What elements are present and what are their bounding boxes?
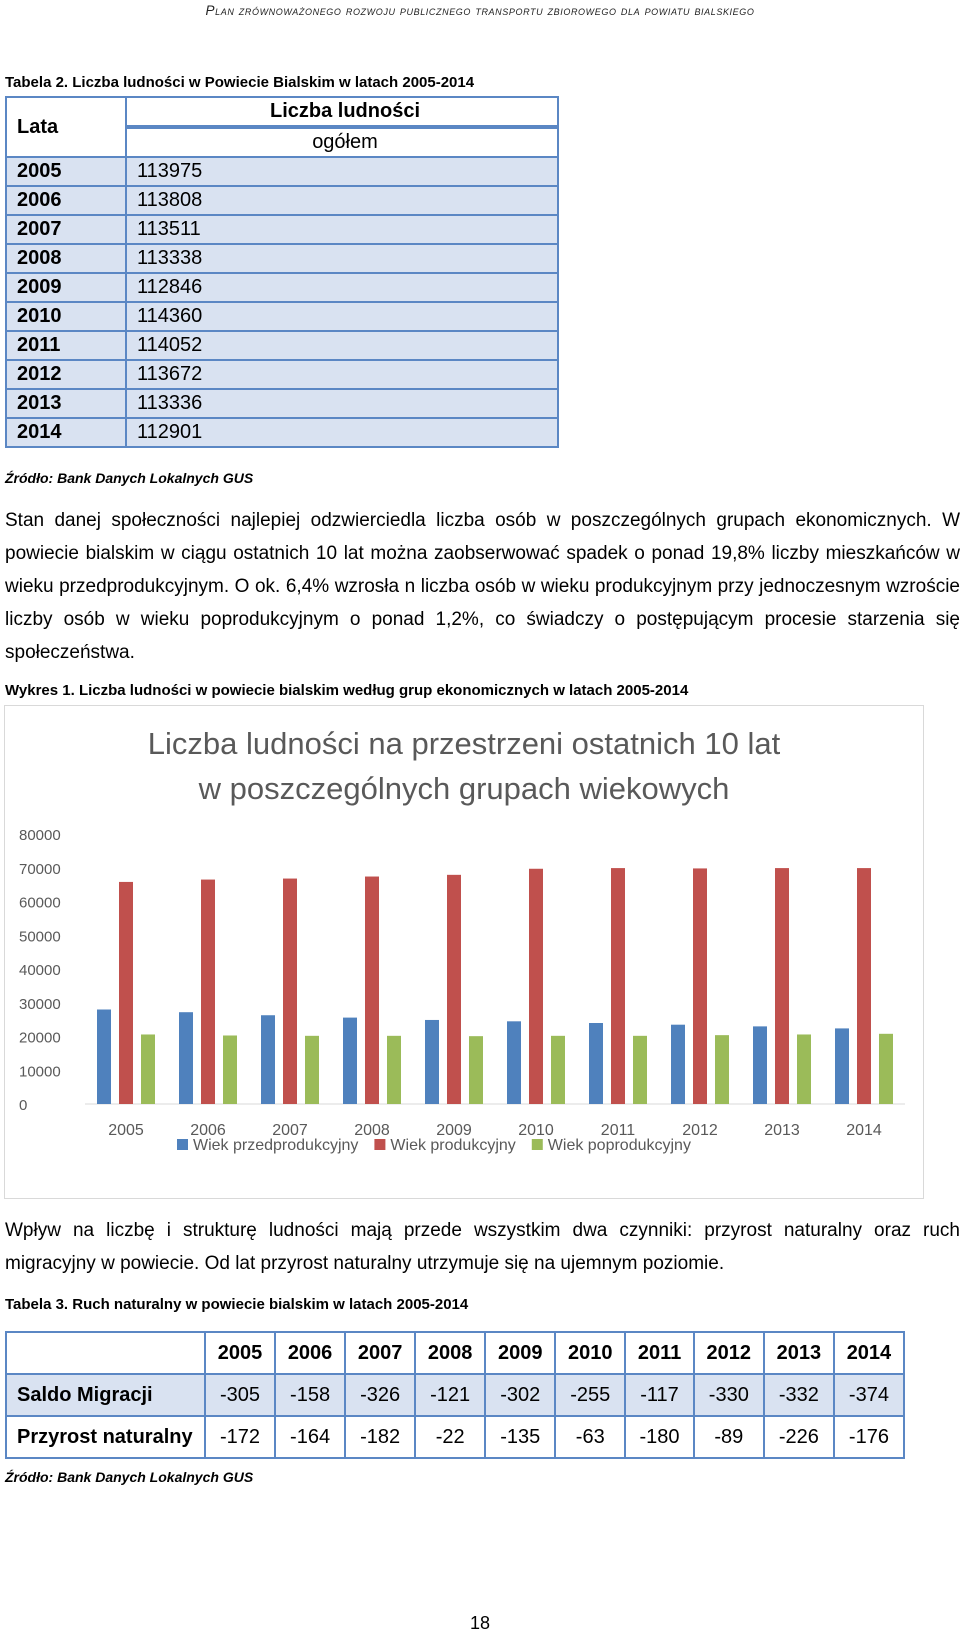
- table-row: [6, 244, 558, 273]
- row-label-cell: Saldo Migracji: [6, 1374, 205, 1416]
- page-number: 18: [469, 1613, 491, 1633]
- year-header-cell: 2010: [555, 1332, 625, 1374]
- year-cell: 2008: [6, 244, 126, 273]
- year-cell: 2010: [6, 302, 126, 331]
- bar-2-2009: [447, 875, 461, 1104]
- bar-2-2014: [857, 868, 871, 1104]
- col-header-population: Liczba ludności: [126, 97, 558, 127]
- bar-2-2010: [529, 869, 543, 1104]
- value-cell: -176: [834, 1416, 904, 1458]
- bar-3-2013: [797, 1034, 811, 1104]
- value-cell: -164: [275, 1416, 345, 1458]
- bar-1-2008: [343, 1018, 357, 1104]
- value-cell: -172: [205, 1416, 275, 1458]
- bar-3-2007: [305, 1036, 319, 1104]
- value-cell: -182: [345, 1416, 415, 1458]
- x-tick-label: 2013: [764, 1122, 800, 1139]
- bar-1-2010: [507, 1021, 521, 1104]
- x-tick-label: 2006: [190, 1122, 226, 1139]
- bar-2-2012: [693, 868, 707, 1104]
- year-cell: 2009: [6, 273, 126, 302]
- y-tick-label: 60000: [19, 894, 61, 912]
- page-header-text: Plan zrównoważonego rozwoju publicznego transportu zbiorowego dla powiatu bialskiego: [205, 3, 755, 18]
- year-header-cell: 2014: [834, 1332, 904, 1374]
- x-tick-label: 2009: [436, 1122, 472, 1139]
- population-cell: 112846: [126, 273, 558, 302]
- table-row: [6, 1416, 904, 1458]
- population-cell: 113672: [126, 360, 558, 389]
- year-header-cell: 2011: [625, 1332, 694, 1374]
- chart-svg: [5, 706, 923, 1198]
- x-tick-label: 2014: [846, 1122, 882, 1139]
- year-cell: 2013: [6, 389, 126, 418]
- bar-1-2005: [97, 1010, 111, 1105]
- value-cell: -332: [764, 1374, 834, 1416]
- population-cell: 113808: [126, 186, 558, 215]
- legend-swatch-2: [374, 1139, 385, 1150]
- value-cell: -135: [485, 1416, 555, 1458]
- value-cell: -117: [625, 1374, 694, 1416]
- bar-1-2013: [753, 1026, 767, 1104]
- paragraph-2: Wpływ na liczbę i strukturę ludności mają przede wszystkim dwa czynniki: przyrost naturalny oraz ruch migracyjny w powiecie. Od lat przyrost naturalny utrzymuje się na ujemnym poziomie.: [5, 1220, 960, 1274]
- bar-2-2007: [283, 879, 297, 1104]
- value-cell: -22: [415, 1416, 485, 1458]
- year-header-cell: 2009: [485, 1332, 555, 1374]
- value-cell: -374: [834, 1374, 904, 1416]
- year-cell: 2011: [6, 331, 126, 360]
- bar-2-2005: [119, 882, 133, 1104]
- year-cell: 2012: [6, 360, 126, 389]
- natural-movement-table: [5, 1331, 905, 1459]
- value-cell: -330: [694, 1374, 764, 1416]
- bar-3-2011: [633, 1036, 647, 1104]
- y-tick-label: 30000: [19, 995, 61, 1013]
- population-cell: 112901: [126, 418, 558, 447]
- year-cell: 2006: [6, 186, 126, 215]
- table3-source: Źródło: Bank Danych Lokalnych GUS: [5, 1469, 254, 1485]
- bar-1-2006: [179, 1012, 193, 1104]
- table-row: [6, 418, 558, 447]
- page-header: [0, 3, 960, 18]
- value-cell: -63: [555, 1416, 625, 1458]
- year-cell: 2014: [6, 418, 126, 447]
- table-row: [6, 186, 558, 215]
- table-row: [6, 157, 558, 186]
- year-header-cell: 2008: [415, 1332, 485, 1374]
- value-cell: -180: [625, 1416, 694, 1458]
- population-cell: 113975: [126, 157, 558, 186]
- year-header-cell: 2007: [345, 1332, 415, 1374]
- y-tick-label: 0: [19, 1097, 28, 1114]
- legend-label-3: Wiek poprodukcyjny: [547, 1137, 691, 1154]
- x-tick-label: 2007: [272, 1122, 308, 1139]
- population-cell: 114052: [126, 331, 558, 360]
- value-cell: -226: [764, 1416, 834, 1458]
- x-tick-label: 2011: [600, 1122, 636, 1139]
- y-tick-label: 10000: [19, 1063, 61, 1081]
- chart-subtitle: w poszczególnych grupach wiekowych: [198, 771, 730, 806]
- legend-label-1: Wiek przedprodukcyjny: [193, 1137, 359, 1154]
- col-header-years: Lata: [6, 97, 126, 157]
- value-cell: -305: [205, 1374, 275, 1416]
- bar-1-2007: [261, 1015, 275, 1104]
- table-row: [6, 389, 558, 418]
- table-row: [6, 360, 558, 389]
- legend-swatch-3: [532, 1139, 543, 1150]
- table2-caption: Tabela 2. Liczba ludności w Powiecie Bialskim w latach 2005-2014: [5, 74, 475, 91]
- bar-3-2010: [551, 1036, 565, 1104]
- bar-2-2011: [611, 868, 625, 1104]
- x-tick-label: 2012: [682, 1122, 718, 1139]
- bar-3-2005: [141, 1034, 155, 1104]
- legend-swatch-1: [177, 1139, 188, 1150]
- year-header-cell: 2013: [764, 1332, 834, 1374]
- bar-3-2006: [223, 1035, 237, 1104]
- bar-2-2013: [775, 868, 789, 1104]
- table2-source: Źródło: Bank Danych Lokalnych GUS: [5, 470, 254, 486]
- y-tick-label: 40000: [19, 962, 61, 979]
- table-header-row: [6, 1332, 904, 1374]
- bar-1-2011: [589, 1023, 603, 1104]
- population-table: [5, 96, 559, 448]
- bar-3-2008: [387, 1036, 401, 1104]
- population-chart: [4, 705, 924, 1199]
- table-row: [6, 331, 558, 360]
- value-cell: -255: [555, 1374, 625, 1416]
- value-cell: -302: [485, 1374, 555, 1416]
- chart-caption: Wykres 1. Liczba ludności w powiecie bialskim według grup ekonomicznych w latach 2005-2014: [5, 682, 689, 699]
- y-tick-label: 70000: [19, 860, 61, 878]
- paragraph-1: Stan danej społeczności najlepiej odzwierciedla liczba osób w poszczególnych grupach ekonomicznych. W powiecie bialskim w ciągu ostatnich 10 lat można zaobserwować spadek o ponad 19,8% liczby mieszkańców w wieku przedprodukcyjnym. O ok. 6,4% wzrosła n liczba osób w wieku produkcyjnym przy jednoczesnym wzroście liczby osób w wieku poprodukcyjnym o ponad 1,2%, co świadczy o postępującym procesie starzenia się społeczeństwa.: [5, 510, 960, 663]
- population-cell: 113336: [126, 389, 558, 418]
- table-row: [6, 273, 558, 302]
- bar-2-2006: [201, 880, 215, 1104]
- table3-caption: Tabela 3. Ruch naturalny w powiecie bialskim w latach 2005-2014: [5, 1296, 469, 1313]
- table-row: [6, 215, 558, 244]
- population-cell: 113338: [126, 244, 558, 273]
- bar-3-2009: [469, 1036, 483, 1104]
- year-cell: 2005: [6, 157, 126, 186]
- bar-3-2014: [879, 1034, 893, 1104]
- year-header-cell: 2005: [205, 1332, 275, 1374]
- bar-3-2012: [715, 1035, 729, 1104]
- bar-1-2014: [835, 1028, 849, 1104]
- year-cell: 2007: [6, 215, 126, 244]
- table-row: [6, 302, 558, 331]
- row-label-cell: Przyrost naturalny: [6, 1416, 205, 1458]
- year-header-cell: 2012: [694, 1332, 764, 1374]
- y-tick-label: 50000: [19, 928, 61, 946]
- value-cell: -89: [694, 1416, 764, 1458]
- bar-1-2009: [425, 1020, 439, 1104]
- value-cell: -326: [345, 1374, 415, 1416]
- table-row: [6, 1374, 904, 1416]
- x-tick-label: 2010: [518, 1122, 554, 1139]
- header-blank-cell: [6, 1332, 205, 1374]
- population-cell: 113511: [126, 215, 558, 244]
- population-cell: 114360: [126, 302, 558, 331]
- bar-2-2008: [365, 877, 379, 1104]
- chart-title: Liczba ludności na przestrzeni ostatnich 10 lat: [147, 726, 781, 761]
- value-cell: -121: [415, 1374, 485, 1416]
- x-tick-label: 2008: [354, 1122, 390, 1139]
- x-tick-label: 2005: [108, 1122, 144, 1139]
- y-tick-label: 20000: [19, 1029, 61, 1047]
- legend-label-2: Wiek produkcyjny: [390, 1137, 516, 1154]
- year-header-cell: 2006: [275, 1332, 345, 1374]
- col-header-population-total: ogółem: [126, 127, 558, 157]
- value-cell: -158: [275, 1374, 345, 1416]
- bar-1-2012: [671, 1025, 685, 1104]
- y-tick-label: 80000: [19, 827, 61, 844]
